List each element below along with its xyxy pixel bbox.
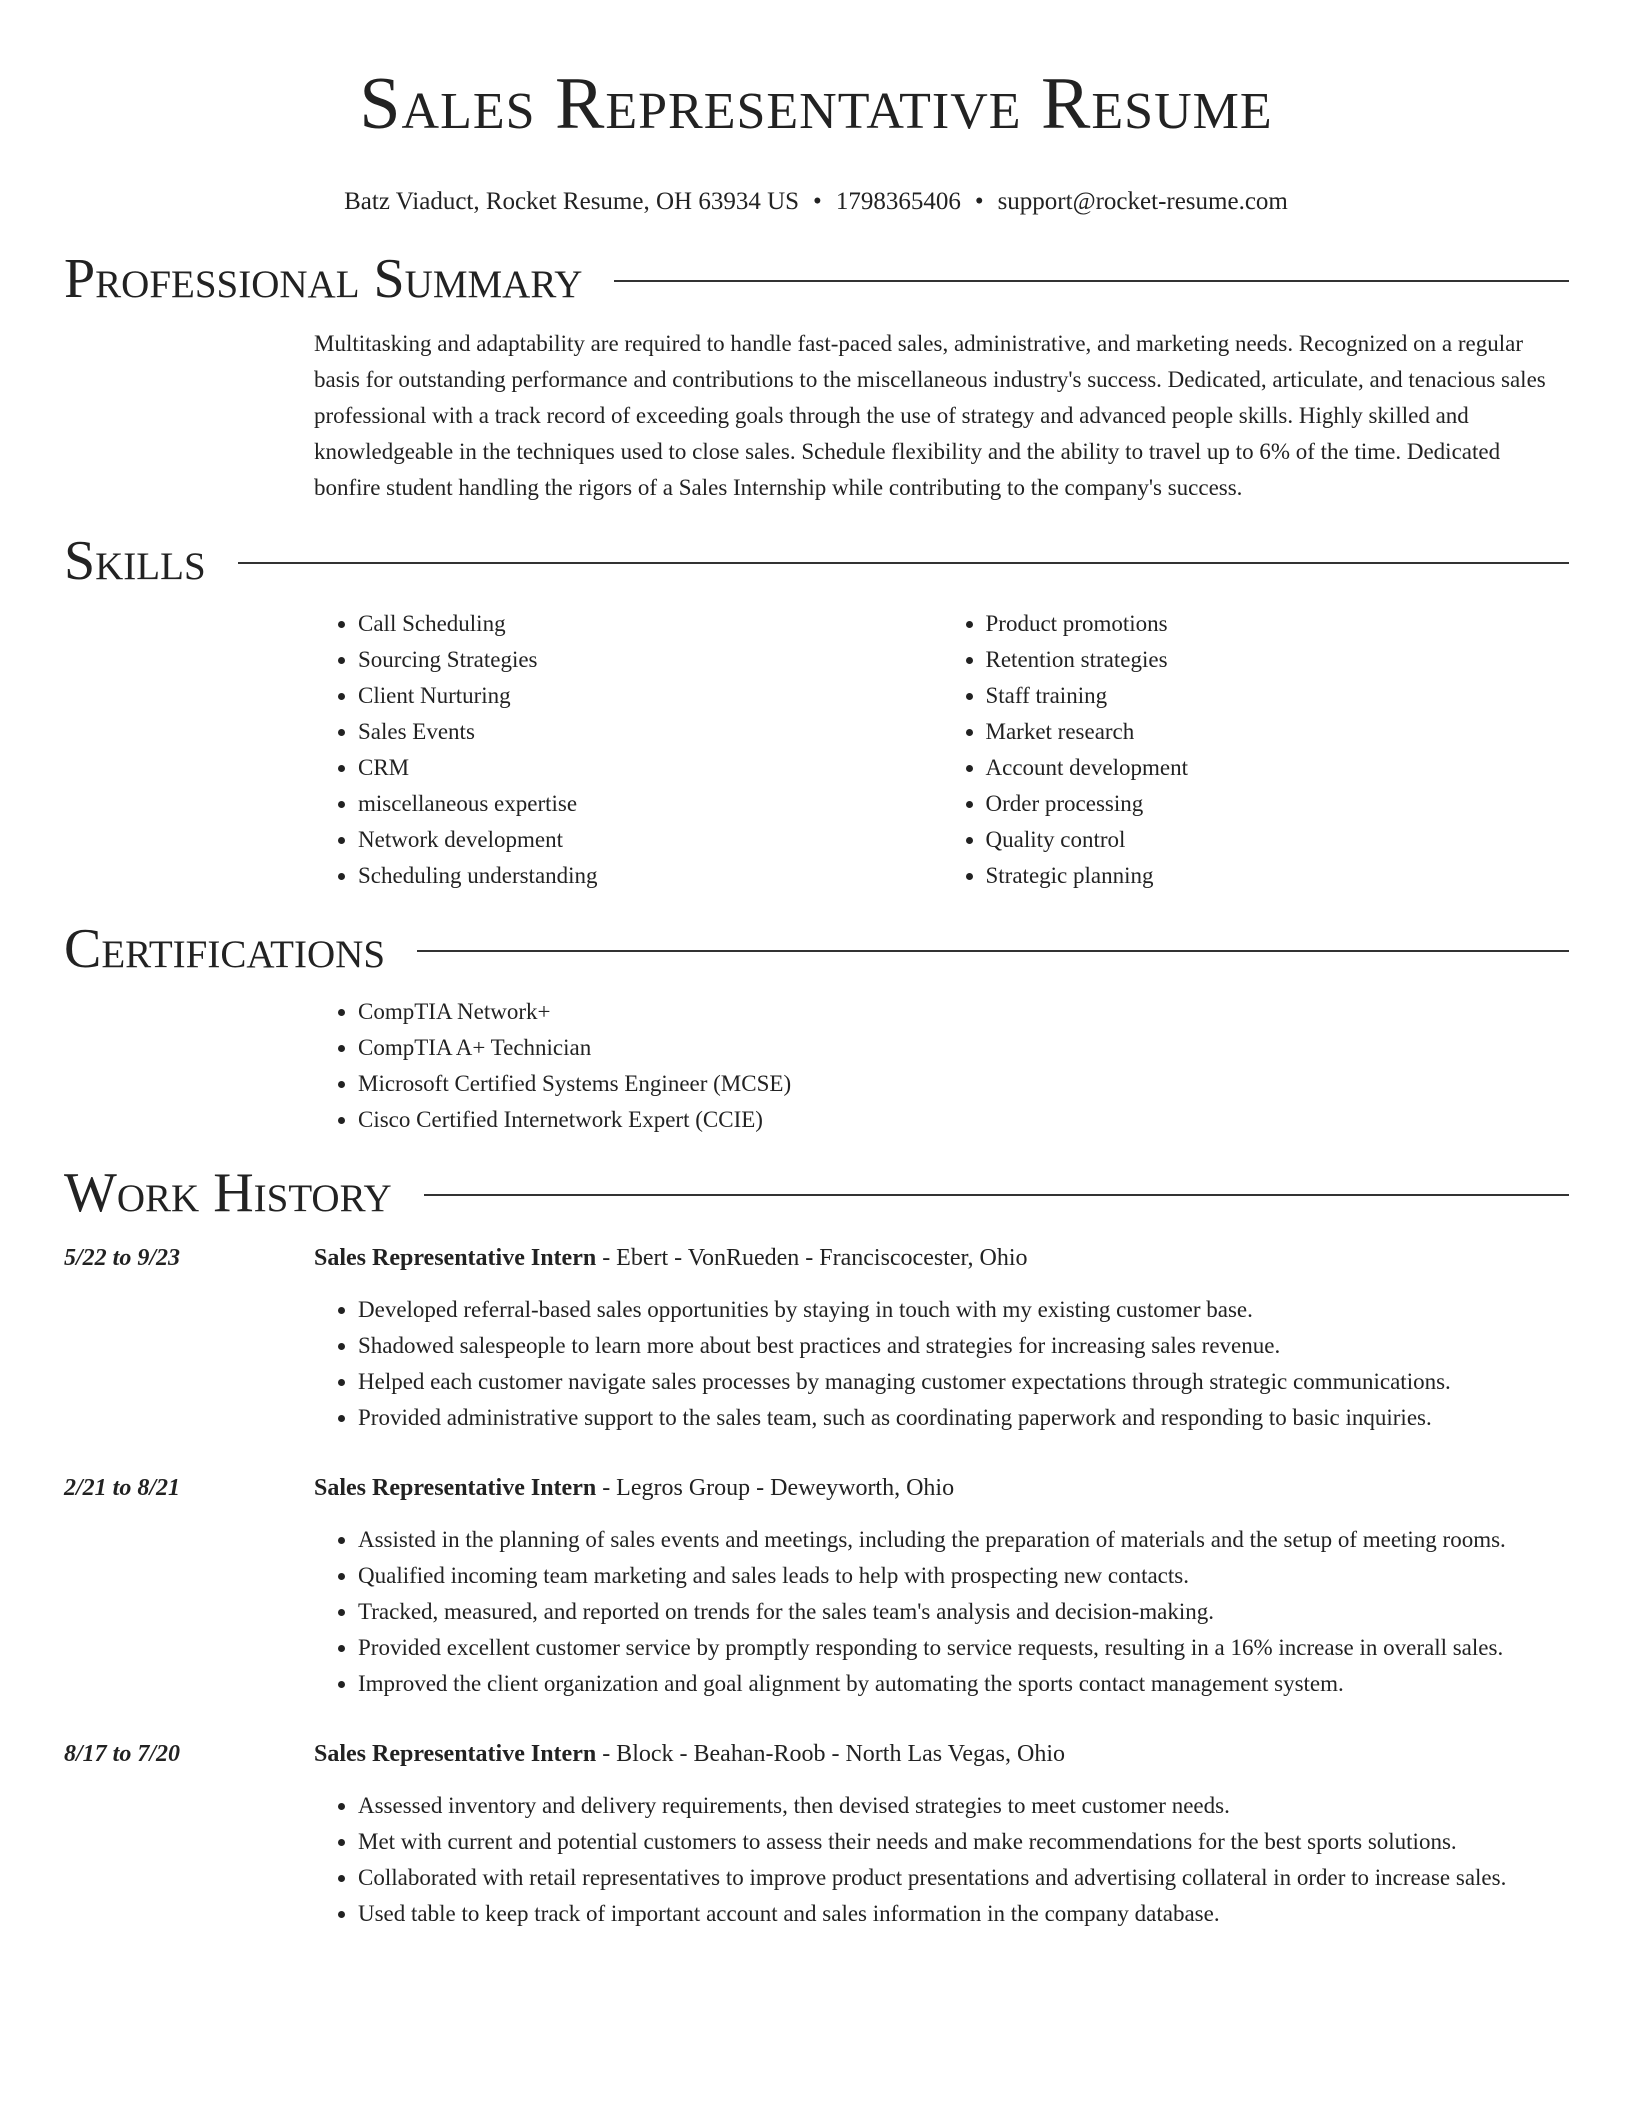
skills-heading: Skills xyxy=(64,530,206,592)
job-employer: - Legros Group - Deweyworth, Ohio xyxy=(596,1475,955,1501)
skills-section-header xyxy=(64,528,1569,594)
job-heading xyxy=(314,1240,1569,1276)
job-details xyxy=(314,1240,1569,1436)
skills-list-right xyxy=(942,606,1570,894)
skill-item: • Sourcing Strategies xyxy=(358,642,942,678)
skill-item: • Sales Events xyxy=(358,714,942,750)
job-heading xyxy=(314,1736,1569,1772)
certifications-heading: Certifications xyxy=(64,918,386,980)
contact-line xyxy=(0,186,1632,218)
job-dates: 2/21 to 8/21 xyxy=(64,1475,181,1501)
work-history-heading: Work History xyxy=(64,1162,392,1224)
job-bullet: • Tracked, measured, and reported on trends for the sales team's analysis and decision-making. xyxy=(358,1594,1569,1630)
job-title: Sales Representative Intern xyxy=(314,1245,597,1271)
skill-item: • Quality control xyxy=(986,822,1570,858)
job-bullet: • Provided excellent customer service by promptly responding to service requests, resulting in a 16% increase in overall sales. xyxy=(358,1630,1569,1666)
job-heading xyxy=(314,1470,1569,1506)
certification-item: • CompTIA Network+ xyxy=(358,994,1569,1030)
job-bullet: • Improved the client organization and goal alignment by automating the sports contact management system. xyxy=(358,1666,1569,1702)
job-bullet: • Assessed inventory and delivery requirements, then devised strategies to meet customer needs. xyxy=(358,1788,1569,1824)
certifications-section-header xyxy=(64,916,1569,982)
job-employer: - Block - Beahan-Roob - North Las Vegas, Ohio xyxy=(596,1741,1065,1767)
section-divider xyxy=(614,280,1569,282)
contact-address: Batz Viaduct, Rocket Resume, OH 63934 US xyxy=(344,188,800,215)
skill-item: • CRM xyxy=(358,750,942,786)
job-dates: 8/17 to 7/20 xyxy=(64,1741,181,1767)
job-bullets xyxy=(314,1292,1569,1436)
skill-item: • Scheduling understanding xyxy=(358,858,942,894)
skill-item: • Client Nurturing xyxy=(358,678,942,714)
job-details xyxy=(314,1736,1569,1932)
skills-list-left xyxy=(314,606,942,894)
job-bullets xyxy=(314,1522,1569,1702)
skill-item: • Staff training xyxy=(986,678,1570,714)
certifications-list xyxy=(314,994,1569,1138)
summary-heading: Professional Summary xyxy=(64,248,583,310)
work-history-section-header xyxy=(64,1160,1569,1226)
job-entry xyxy=(64,1240,1569,1436)
job-employer: - Ebert - VonRueden - Franciscocester, Ohio xyxy=(596,1245,1028,1271)
contact-email: support@rocket-resume.com xyxy=(997,188,1288,215)
section-divider xyxy=(238,562,1569,564)
skill-item: • Retention strategies xyxy=(986,642,1570,678)
job-bullet: • Developed referral-based sales opportunities by staying in touch with my existing customer base. xyxy=(358,1292,1569,1328)
skill-item: • Product promotions xyxy=(986,606,1570,642)
job-bullet: • Helped each customer navigate sales processes by managing customer expectations through strategic communications. xyxy=(358,1364,1569,1400)
job-bullet: • Assisted in the planning of sales events and meetings, including the preparation of materials and the setup of meeting rooms. xyxy=(358,1522,1569,1558)
skill-item: • Market research xyxy=(986,714,1570,750)
job-entry xyxy=(64,1736,1569,1932)
skills-section xyxy=(314,606,1569,894)
skill-item: • Call Scheduling xyxy=(358,606,942,642)
job-bullet: • Shadowed salespeople to learn more about best practices and strategies for increasing sales revenue. xyxy=(358,1328,1569,1364)
skill-item: • Network development xyxy=(358,822,942,858)
job-details xyxy=(314,1470,1569,1702)
job-bullet: • Used table to keep track of important account and sales information in the company database. xyxy=(358,1896,1569,1932)
summary-section xyxy=(314,326,1569,506)
skills-grid xyxy=(314,606,1569,894)
skill-item: • Strategic planning xyxy=(986,858,1570,894)
section-divider xyxy=(424,1194,1569,1196)
skill-item: • miscellaneous expertise xyxy=(358,786,942,822)
contact-separator: • xyxy=(974,188,984,215)
skill-item: • Account development xyxy=(986,750,1570,786)
job-entry xyxy=(64,1470,1569,1702)
job-bullet: • Collaborated with retail representatives to improve product presentations and advertising collateral in order to increase sales. xyxy=(358,1860,1569,1896)
contact-phone: 1798365406 xyxy=(835,188,961,215)
job-bullet: • Provided administrative support to the sales team, such as coordinating paperwork and responding to basic inquiries. xyxy=(358,1400,1569,1436)
job-bullets xyxy=(314,1788,1569,1932)
contact-separator: • xyxy=(813,188,822,215)
job-dates: 5/22 to 9/23 xyxy=(64,1245,181,1271)
job-bullet: • Met with current and potential customers to assess their needs and make recommendations for the best sports solutions. xyxy=(358,1824,1569,1860)
certification-item: • CompTIA A+ Technician xyxy=(358,1030,1569,1066)
job-title: Sales Representative Intern xyxy=(314,1741,597,1767)
skill-item: • Order processing xyxy=(986,786,1570,822)
job-title: Sales Representative Intern xyxy=(314,1475,597,1501)
certification-item: • Microsoft Certified Systems Engineer (MCSE) xyxy=(358,1066,1569,1102)
summary-section-header xyxy=(64,246,1569,312)
section-divider xyxy=(417,950,1569,952)
certification-item: • Cisco Certified Internetwork Expert (CCIE) xyxy=(358,1102,1569,1138)
certifications-section xyxy=(314,994,1569,1138)
summary-text: Multitasking and adaptability are required to handle fast-paced sales, administrative, and marketing needs. Recognized on a regular basis for outstanding performance and contributions to the miscellaneous industry's success. Dedicated, articulate, and tenacious sales professional with a track record of exceeding goals through the use of strategy and advanced people skills. Highly skilled and knowledgeable in the techniques used to close sales. Schedule flexibility and the ability to travel up to 6% of the time. Dedicated bonfire student handling the rigors of a Sales Internship while contributing to the company's success. xyxy=(314,331,1546,500)
job-bullet: • Qualified incoming team marketing and sales leads to help with prospecting new contacts. xyxy=(358,1558,1569,1594)
resume-title: Sales Representative Resume xyxy=(359,63,1273,145)
